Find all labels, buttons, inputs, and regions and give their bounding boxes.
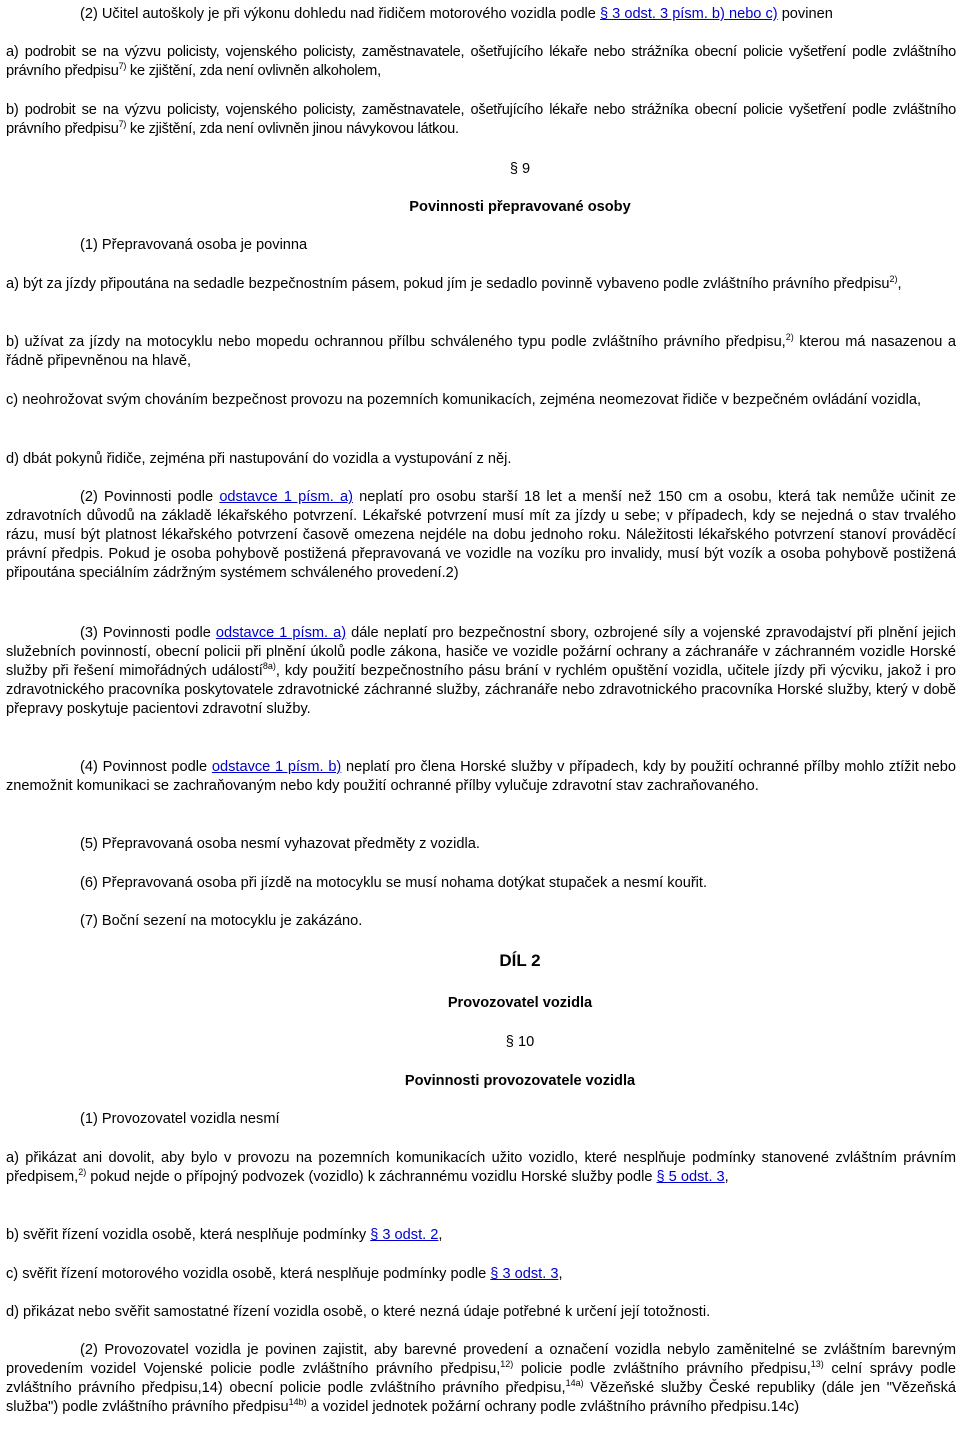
paragraph-9-b: b) užívat za jízdy na motocyklu nebo mopedu ochrannou přílbu schváleného typu podle zvláštního právního předpisu,$^{2)}$ kterou má nasazenou a řádně připevněnou na hlavě, bbox=[6, 332, 956, 369]
paragraph-9-4: (4) Povinnost podle odstavce 1 písm. b) neplatí pro člena Horské služby v případech, kdy by použití ochranné přílby mohlo ztížit nebo znemožnit komunikaci se zachraňovaným nebo kdy použití ochranné přílby vylučuje zdravotní stav zachraňovaného. bbox=[6, 759, 956, 794]
paragraph-10-a: a) přikázat ani dovolit, aby bylo v provozu na pozemních komunikacích užito vozidlo, které nesplňuje podmínky stanovené zvláštním právním předpisem,$^{2)}$ pokud nejde o přípojný podvozek (vozidlo) k záchrannému vozidlu Horské služby podle § 5 odst. 3, bbox=[6, 1150, 956, 1185]
footnote-ref: 12) bbox=[500, 1359, 514, 1369]
footnote-ref: 8a) bbox=[262, 661, 276, 671]
footnote-ref: 14b) bbox=[288, 1397, 307, 1407]
paragraph-9-c: c) neohrožovat svým chováním bezpečnost provozu na pozemních komunikacích, zejména neomezovat řidiče v bezpečném ovládání vozidla, bbox=[6, 392, 922, 408]
paragraph-9-2: (2) Povinnosti podle odstavce 1 písm. a) neplatí pro osobu starší 18 let a menší než 150 cm a osobu, která tak nemůže učinit ze zdravotních důvodů na základě lékařského potvrzení. Lékařské potvrzení musí mít za jízdy u sebe; v případech, kdy se nejedná o stav trvalého rázu, musí být platnost lékařského potvrzení časově omezena nejdéle na dobu jednoho roku. Náležitosti lékařského potvrzení stanoví prováděcí právní předpis. Pokud je osoba pohybově postižená přepravovaná ve vozidle na vozíku pro invalidy, musí být vozík a osoba pohybově postižená připoutána speciálním zádržným systémem schváleného provedení.2) bbox=[6, 489, 956, 581]
paragraph-9-5: (5) Přepravovaná osoba nesmí vyhazovat předměty z vozidla. bbox=[80, 836, 480, 852]
footnote-ref: 2) bbox=[78, 1167, 87, 1177]
link-par5-odst3[interactable]: § 5 odst. 3 bbox=[656, 1169, 725, 1185]
paragraph-10-d: d) přikázat nebo svěřit samostatné řízení vozidla osobě, o které nezná údaje potřebné k určení její totožnosti. bbox=[6, 1304, 711, 1320]
footnote-ref: 2) bbox=[785, 332, 794, 342]
link-odstavce-1-a[interactable]: odstavce 1 písm. a) bbox=[219, 489, 353, 505]
paragraph-9-6: (6) Přepravovaná osoba při jízdě na motocyklu se musí nohama dotýkat stupaček a nesmí kouřit. bbox=[80, 875, 708, 891]
paragraph-10-2: (2) Provozovatel vozidla je povinen zajistit, aby barevné provedení a označení vozidla nebylo zaměnitelné se zvláštním barevným provedením vozidel Vojenské policie podle zvláštního právního předpisu,$^{12)}$ policie podle zvláštního právního předpisu,$^{13)}$ celní správy podle zvláštního právního předpisu,14) obecní policie podle zvláštního právního předpisu,$^{14a)}$ Vězeňské služby České republiky (dále jen "Vězeňská služba") podle zvláštního právního předpisu$^{14b)}$ a vozidel jednotek požární ochrany podle zvláštního právního předpisu.14c) bbox=[6, 1342, 956, 1415]
footnote-ref: 13) bbox=[810, 1359, 824, 1369]
paragraph-10-1: (1) Provozovatel vozidla nesmí bbox=[80, 1111, 280, 1127]
link-par3-odst3[interactable]: § 3 odst. 3 písm. b) nebo c) bbox=[599, 6, 778, 22]
paragraph-8-2: (2) Učitel autoškoly je při výkonu dohledu nad řidičem motorového vozidla podle § 3 odst. 3 písm. b) nebo c) povinen bbox=[80, 6, 833, 22]
footnote-ref: 14a) bbox=[565, 1378, 584, 1388]
paragraph-9-3: (3) Povinnosti podle odstavce 1 písm. a) dále neplatí pro bezpečnostní sbory, ozbrojené síly a vojenské zpravodajství při plnění jejich služebních povinností, obecní policii při plnění úkolů podle zákona, hasiče ve vozidle požární ochrany a záchranáře v záchranném vozidle Horské služby při řešení mimořádných událostí$^{8a)}$, kdy použití bezpečnostního pásu brání v rychlém opuštění vozidla, učitele jízdy při výcviku, jakož i pro zdravotnického pracovníka poskytovatele zdravotnické záchranné služby, záchranáře nebo zdravotnického pracovníka Horské služby, který v době přepravy poskytuje pacientovi zdravotní služby. bbox=[6, 625, 956, 717]
part-2-heading: DÍL 2 bbox=[499, 951, 541, 970]
link-odstavce-1-a[interactable]: odstavce 1 písm. a) bbox=[215, 625, 347, 641]
section-9-number: § 9 bbox=[509, 161, 531, 177]
section-10-title: Povinnosti provozovatele vozidla bbox=[404, 1073, 636, 1089]
paragraph-9-1: (1) Přepravovaná osoba je povinna bbox=[80, 237, 308, 253]
paragraph-10-b: b) svěřit řízení vozidla osobě, která nesplňuje podmínky § 3 odst. 2, bbox=[6, 1227, 443, 1243]
part-2-title: Provozovatel vozidla bbox=[447, 995, 593, 1011]
section-10-number: § 10 bbox=[505, 1034, 535, 1050]
link-odstavce-1-b[interactable]: odstavce 1 písm. b) bbox=[211, 759, 342, 775]
footnote-ref: 2) bbox=[889, 274, 898, 284]
footnote-ref: 7) bbox=[118, 119, 127, 129]
paragraph-8-a: a) podrobit se na výzvu policisty, vojenského policisty, zaměstnavatele, ošetřujícího lékaře nebo strážníka obecní policie vyšetření podle zvláštního právního předpisu$^{7)}$ ke zjištění, zda není ovlivněn alkoholem, bbox=[6, 44, 956, 79]
paragraph-9-a: a) být za jízdy připoutána na sedadle bezpečnostním pásem, pokud jím je sedadlo povinně vybaveno podle zvláštního právního předpisu$^{2)}$, bbox=[6, 274, 902, 292]
link-par3-odst2[interactable]: § 3 odst. 2 bbox=[370, 1227, 439, 1243]
footnote-ref: 7) bbox=[118, 61, 127, 71]
link-par3-odst3[interactable]: § 3 odst. 3 bbox=[490, 1266, 559, 1282]
section-9-title: Povinnosti přepravované osoby bbox=[409, 199, 631, 215]
paragraph-9-d: d) dbát pokynů řidiče, zejména při nastupování do vozidla a vystupování z něj. bbox=[6, 451, 512, 467]
paragraph-10-c: c) svěřit řízení motorového vozidla osobě, která nesplňuje podmínky podle § 3 odst. 3, bbox=[6, 1266, 563, 1282]
paragraph-8-b: b) podrobit se na výzvu policisty, vojenského policisty, zaměstnavatele, ošetřujícího lékaře nebo strážníka obecní policie vyšetření podle zvláštního právního předpisu$^{7)}$ ke zjištění, zda není ovlivněn jinou návykovou látkou. bbox=[6, 102, 956, 137]
paragraph-9-7: (7) Boční sezení na motocyklu je zakázáno. bbox=[80, 913, 363, 929]
